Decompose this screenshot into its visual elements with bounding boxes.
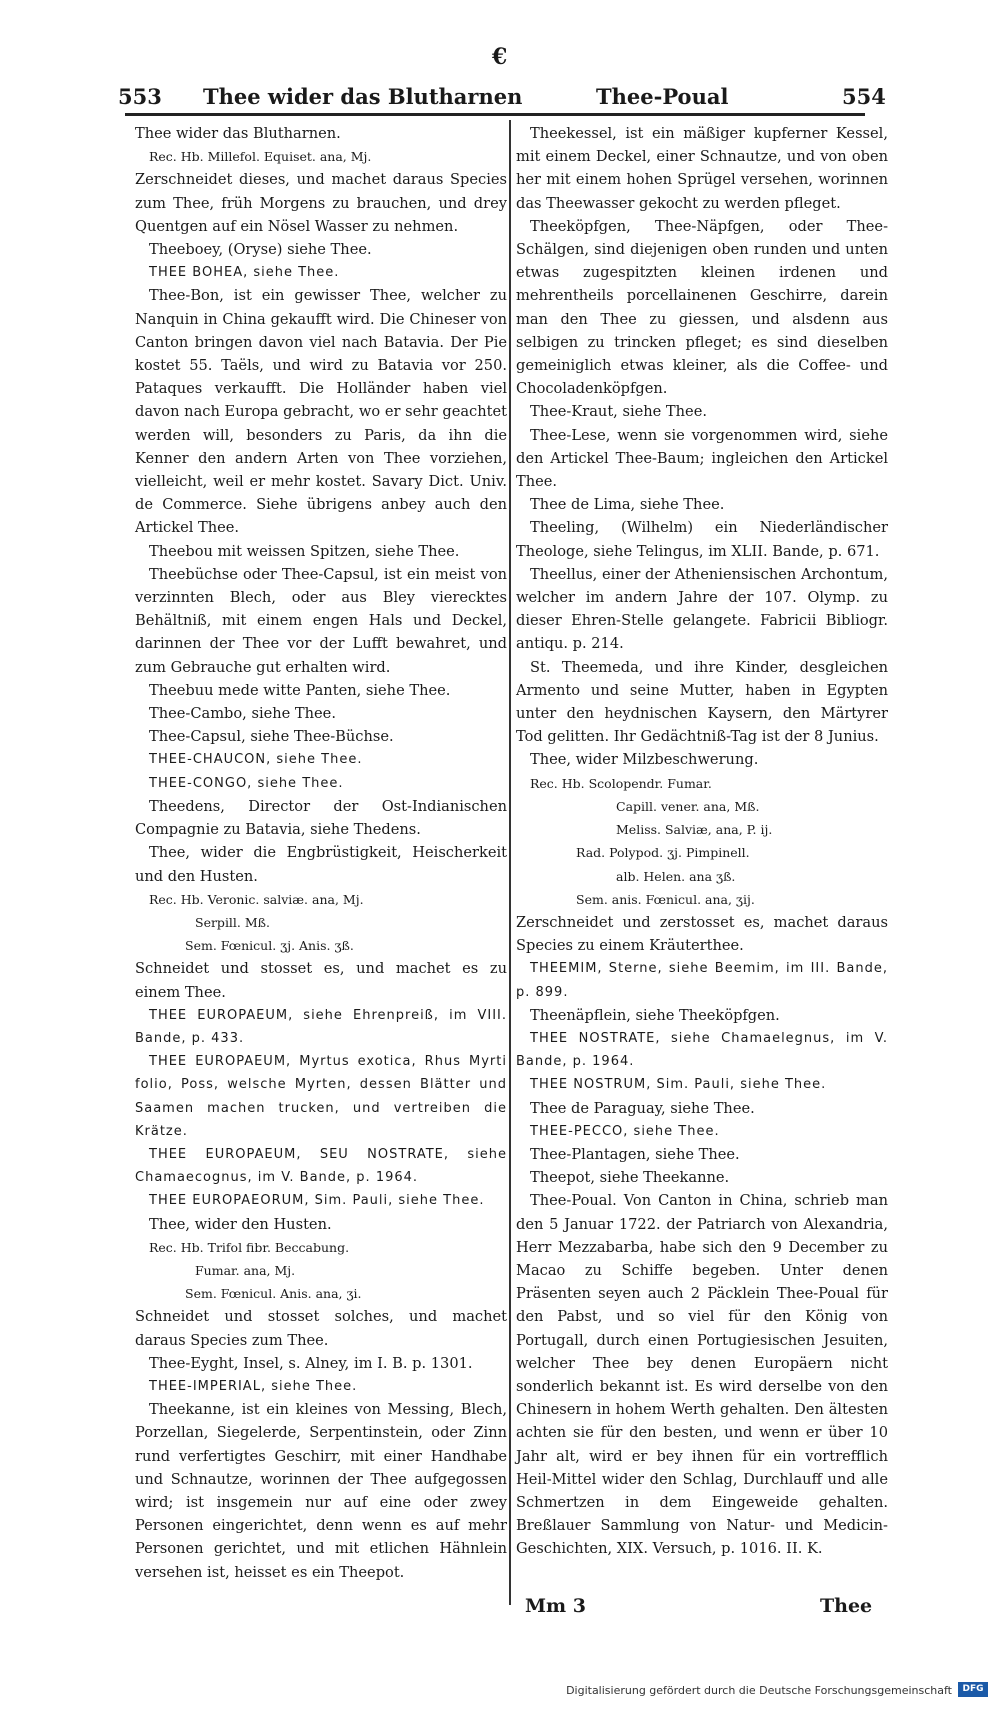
entry-paragraph: Rad. Polypod. ʒj. Pimpinell. — [576, 845, 750, 861]
entry-paragraph: alb. Helen. ana ʒß. — [616, 868, 736, 884]
entry-paragraph: Thee-Cambo, siehe Thee. — [149, 705, 336, 723]
entry-paragraph: THEE EUROPAEUM, Myrtus exotica, Rhus Myrti folio, Poss, welsche Myrten, dessen Blätter und Saamen machen trucken, und vertreiben die Krätze. — [135, 1054, 507, 1139]
entry-paragraph: Rec. Hb. Veronic. salviæ. ana, Mj. — [149, 891, 364, 907]
entry-paragraph: Theebou mit weissen Spitzen, siehe Thee. — [149, 542, 460, 560]
header-rule — [125, 113, 865, 116]
entry-paragraph: Theebuu mede witte Panten, siehe Thee. — [149, 681, 451, 699]
entry-paragraph: Schneidet und stosset solches, und machet daraus Species zum Thee. — [135, 1308, 507, 1349]
entry-paragraph: Thee de Lima, siehe Thee. — [530, 496, 725, 514]
entry-paragraph: Theepot, siehe Theekanne. — [530, 1169, 730, 1187]
entry-paragraph: Thee-Lese, wenn sie vorgenommen wird, siehe den Artickel Thee-Baum; ingleichen den Artickel Thee. — [516, 426, 888, 491]
right-running-title: Thee-Poual — [596, 84, 729, 109]
entry-paragraph: THEE-PECCO, siehe Thee. — [530, 1123, 720, 1139]
entry-paragraph: THEE EUROPAEUM, SEU NOSTRATE, siehe Chamaecognus, im V. Bande, p. 1964. — [135, 1146, 507, 1186]
right-page-number: 554 — [842, 84, 886, 109]
entry-paragraph: Thee-Eyght, Insel, s. Alney, im I. B. p. 1301. — [149, 1354, 473, 1372]
entry-paragraph: THEE-CONGO, siehe Thee. — [149, 775, 344, 791]
entry-paragraph: Theebüchse oder Thee-Capsul, ist ein meist von verzinnten Blech, oder aus Bley vierecktes Behältniß, mit einem engen Hals und Deckel, darinnen der Thee vor der Lufft bewahret, und zum Gebrauche gut erhalten wird. — [135, 565, 507, 676]
entry-paragraph: Capill. vener. ana, Mß. — [616, 798, 760, 814]
entry-paragraph: Rec. Hb. Millefol. Equiset. ana, Mj. — [149, 149, 372, 165]
entry-paragraph: THEEMIM, Sterne, siehe Beemim, im III. Bande, p. 899. — [516, 961, 888, 1000]
entry-paragraph: Theeboey, (Oryse) siehe Thee. — [149, 241, 372, 259]
digitization-credit: Digitalisierung gefördert durch die Deutsche Forschungsgemeinschaft — [566, 1684, 952, 1697]
entry-paragraph: Thee-Poual. Von Canton in China, schrieb man den 5 Januar 1722. der Patriarch von Alexandria, Herr Mezzabarba, habe sich den 9 December zu Macao zu Schiffe begeben. Unter denen Präsenten seyen auch 2 Päcklein Thee-Poual für den Pabst, und so viel für den König von Portugall, durch einen Portugiesischen Jesuiten, welcher Thee bey denen Europäern nicht sonderlich bekannt ist. Es wird derselbe von den Chinesern in hohem Werth gehalten. Den ältesten achten sie für den besten, und wenn er über 10 Jahr alt, wird er bey ihnen für ein vortrefflich Heil-Mittel wider den Schlag, Durchlauff und alle Schmertzen in dem Eingeweide gehalten. Breßlauer Sammlung von Natur- und Medicin-Geschichten, XIX. Versuch, p. 1016. II. K. — [516, 1192, 888, 1558]
entry-paragraph: Theekessel, ist ein mäßiger kupferner Kessel, mit einem Deckel, einer Schnautze, und von oben her mit einem hohen Sprügel versehen, worinnen das Theewasser gekocht zu werden pfleget. — [516, 125, 888, 212]
entry-paragraph: Rec. Hb. Scolopendr. Fumar. — [530, 775, 712, 791]
entry-paragraph: THEE NOSTRATE, siehe Chamaelegnus, im V. Bande, p. 1964. — [516, 1030, 888, 1070]
entry-paragraph: Thee de Paraguay, siehe Thee. — [530, 1099, 755, 1117]
entry-paragraph: Theekanne, ist ein kleines von Messing, Blech, Porzellan, Siegelerde, Serpentinstein, oder Zinn rund verfertigtes Geschirr, mit einer Handhabe und Schnautze, worinnen der Thee aufgegossen wird; ist insgemein nur auf eine oder zwey Personen eingerichtet, denn wenn es auf mehr Personen gerichtet, und mit etlichen Hähnlein versehen ist, heisset es ein Theepot. — [135, 1401, 507, 1581]
entry-paragraph: Meliss. Salviæ, ana, P. ij. — [616, 822, 773, 838]
entry-paragraph: THEE-IMPERIAL, siehe Thee. — [149, 1378, 358, 1394]
entry-paragraph: Thee, wider Milzbeschwerung. — [530, 751, 759, 769]
entry-paragraph: Zerschneidet dieses, und machet daraus Species zum Thee, früh Morgens zu brauchen, und drey Quentgen auf ein Nösel Wasser zu nehmen. — [135, 171, 507, 235]
entry-paragraph: Thee, wider den Husten. — [149, 1215, 332, 1233]
left-page-number: 553 — [118, 84, 162, 109]
entry-paragraph: Thee-Bon, ist ein gewisser Thee, welcher zu Nanquin in China gekaufft wird. Die Chineser von Canton bringen davon viel nach Batavia. Der Pie kostet 55. Taëls, und wird zu Batavia vor 250. Pataques verkaufft. Die Holländer haben viel davon nach Europa gebracht, wo er sehr geachtet werden will, besonders zu Paris, da ihn die Kenner den andern Arten von Thee vorziehen, vielleicht, weil er mehr kostet. Savary Dict. Univ. de Commerce. Siehe übrigens anbey auch den Artickel Thee. — [135, 287, 507, 537]
entry-paragraph: St. Theemeda, und ihre Kinder, desgleichen Armento und seine Mutter, haben in Egypten unter den heydnischen Kaysern, den Märtyrer Tod gelitten. Ihr Gedächtniß-Tag ist der 8 Junius. — [516, 658, 888, 746]
entry-paragraph: Thee, wider die Engbrüstigkeit, Heischerkeit und den Husten. — [135, 844, 507, 885]
entry-paragraph: Thee-Capsul, siehe Thee-Büchse. — [149, 728, 394, 746]
entry-paragraph: Schneidet und stosset es, und machet es zu einem Thee. — [135, 960, 507, 1001]
entry-paragraph: Theenäpflein, siehe Theeköpfgen. — [530, 1006, 780, 1024]
entry-paragraph: THEE EUROPAEORUM, Sim. Pauli, siehe Thee. — [149, 1193, 485, 1209]
entry-paragraph: Rec. Hb. Trifol fibr. Beccabung. — [149, 1239, 350, 1255]
signature-mark: Mm 3 — [525, 1595, 586, 1617]
left-column — [135, 122, 507, 1584]
entry-paragraph: Sem. anis. Fœnicul. ana, ʒij. — [576, 891, 755, 907]
top-mark: € — [492, 44, 508, 70]
entry-paragraph: THEE-CHAUCON, siehe Thee. — [149, 752, 363, 768]
entry-paragraph: Serpill. Mß. — [195, 914, 270, 930]
entry-paragraph: Sem. Fœnicul. Anis. ana, ʒi. — [185, 1286, 362, 1302]
entry-paragraph: THEE BOHEA, siehe Thee. — [149, 265, 340, 281]
right-column — [516, 122, 888, 1561]
entry-paragraph: Zerschneidet und zerstosset es, machet daraus Species zu einem Kräuterthee. — [516, 913, 888, 955]
entry-paragraph: Theellus, einer der Atheniensischen Archontum, welcher im andern Jahre der 107. Olymp. zu dieser Ehren-Stelle gelangete. Fabricii Bibliogr. antiqu. p. 214. — [516, 565, 888, 653]
entry-paragraph: THEE NOSTRUM, Sim. Pauli, siehe Thee. — [530, 1077, 827, 1093]
catchword: Thee — [820, 1595, 873, 1617]
entry-paragraph: Sem. Fœnicul. ʒj. Anis. ʒß. — [185, 938, 354, 954]
entry-paragraph: Theeling, (Wilhelm) ein Niederländischer Theologe, siehe Telingus, im XLII. Bande, p. 671. — [516, 519, 888, 560]
dfg-logo: DFG — [958, 1682, 988, 1697]
entry-paragraph: Fumar. ana, Mj. — [195, 1262, 296, 1278]
entry-paragraph: Thee wider das Blutharnen. — [135, 125, 341, 142]
entry-paragraph: THEE EUROPAEUM, siehe Ehrenpreiß, im VIII. Bande, p. 433. — [135, 1007, 507, 1046]
entry-paragraph: Theedens, Director der Ost-Indianischen Compagnie zu Batavia, siehe Thedens. — [135, 797, 507, 839]
left-running-title: Thee wider das Blutharnen — [203, 84, 523, 109]
entry-paragraph: Theeköpfgen, Thee-Näpfgen, oder Thee-Schälgen, sind diejenigen oben runden und unten etwas zugespitzten kleinen irdenen und mehrentheils porcellainenen Geschirre, darein man den Thee zu giessen, und alsdenn aus selbigen zu trincken pfleget; es sind dieselben gemeiniglich etwas kleiner, als die Coffee- und Chocoladenköpfgen. — [516, 217, 888, 398]
column-divider — [509, 120, 511, 1605]
entry-paragraph: Thee-Kraut, siehe Thee. — [530, 403, 707, 421]
entry-paragraph: Thee-Plantagen, siehe Thee. — [530, 1145, 740, 1163]
